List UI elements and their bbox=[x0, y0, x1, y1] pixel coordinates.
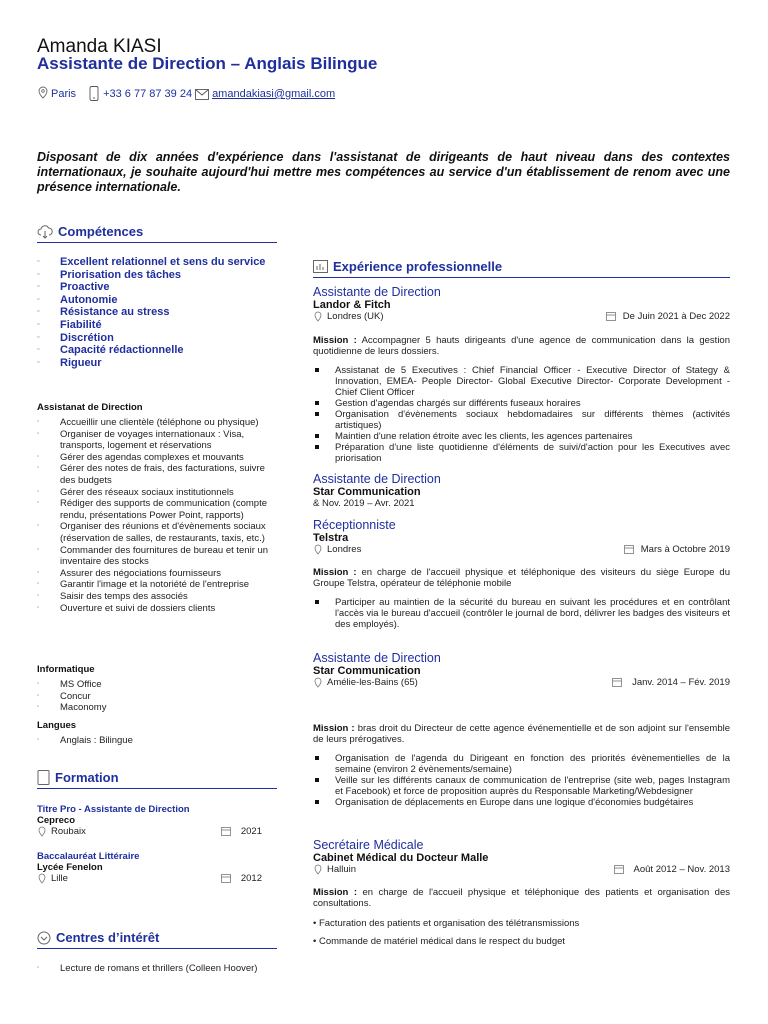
job-entry bbox=[313, 838, 730, 875]
experience-heading-text: Expérience professionnelle bbox=[333, 259, 503, 274]
location-pin-icon bbox=[37, 826, 47, 837]
interets-heading bbox=[37, 930, 277, 949]
location-pin-icon bbox=[313, 677, 323, 688]
job-entry bbox=[313, 285, 730, 322]
list-item: ▫ Rigueur bbox=[37, 357, 277, 370]
assistanat-list bbox=[37, 417, 277, 614]
contact-email-link[interactable]: amandakiasi@gmail.com bbox=[212, 88, 336, 100]
mission-label: Mission : bbox=[313, 887, 357, 898]
job-title: Secrétaire Médicale bbox=[313, 838, 424, 852]
job-mission bbox=[313, 887, 730, 909]
job-dates: & Nov. 2019 – Avr. 2021 bbox=[313, 498, 415, 509]
contact-line bbox=[37, 86, 335, 100]
job-bullets bbox=[313, 597, 730, 630]
location-pin-icon bbox=[37, 873, 47, 884]
mission-label: Mission : bbox=[313, 723, 355, 734]
education-item bbox=[37, 804, 262, 837]
school-name: Lycée Fenelon bbox=[37, 862, 103, 873]
list-item: Préparation d'une liste quotidienne d'éléments de suivi/d'action pour les Executives avec priorisation bbox=[313, 442, 730, 464]
list-item: ▫ Excellent relationnel et sens du service bbox=[37, 256, 277, 269]
calendar-icon bbox=[624, 545, 634, 554]
list-item: Assistanat de 5 Executives : Chief Financial Officer - Executive Director of Stategy & Innovation, EMEA- People Director- Global Executive Director- Corporate Development - Chief Client Officer bbox=[313, 365, 730, 398]
mission-label: Mission : bbox=[313, 335, 357, 346]
school-city: Roubaix bbox=[51, 826, 86, 837]
location-pin-icon bbox=[313, 864, 323, 875]
job-title: Assistante de Direction bbox=[313, 472, 441, 486]
location-pin-icon bbox=[37, 86, 48, 100]
list-item: ▫ Résistance au stress bbox=[37, 306, 277, 319]
list-item: ▫ Lecture de romans et thrillers (Colleen Hoover) bbox=[37, 963, 277, 975]
list-item: Organisation de déplacements en Europe dans une logique d'économies budgétaires bbox=[313, 797, 730, 808]
informatique-heading: Informatique bbox=[37, 664, 95, 675]
list-item: ▫ Discrétion bbox=[37, 332, 277, 345]
list-item: Organisation d'évènements sociaux hebdomadaires sur différents thèmes (activités artistiques) bbox=[313, 409, 730, 431]
list-item: ▫ Assurer des négociations fournisseurs bbox=[37, 568, 277, 580]
company-name: Telstra bbox=[313, 532, 349, 544]
job-dates: Mars à Octobre 2019 bbox=[640, 544, 730, 555]
location-pin-icon bbox=[313, 544, 323, 555]
list-item: Gestion d'agendas chargés sur différents fuseaux horaires bbox=[313, 398, 730, 409]
list-item: ▫ Gérer des réseaux sociaux institutionnels bbox=[37, 487, 277, 499]
list-item: ▫ Rédiger des supports de communication (compte rendu, présentations Power Point, rapports) bbox=[37, 498, 277, 521]
contact-phone: +33 6 77 87 39 24 bbox=[103, 88, 193, 100]
list-item: ▫ Maconomy bbox=[37, 702, 277, 714]
job-bullets bbox=[313, 753, 730, 808]
mission-text: en charge de l'accueil physique et téléphonique des visiteurs du siège Europe du Groupe Telstra, opérateur de téléphonie mobile bbox=[313, 567, 730, 589]
mission-text: bras droit du Directeur de cette agence événementielle et de son adjoint sur l'ensemble de leurs prérogatives. bbox=[313, 723, 731, 745]
envelope-icon bbox=[195, 89, 209, 100]
job-title: Réceptionniste bbox=[313, 518, 396, 532]
job-entry bbox=[313, 518, 730, 555]
education-item bbox=[37, 851, 262, 884]
job-city: Londres (UK) bbox=[327, 311, 384, 322]
company-name: Cabinet Médical du Docteur Malle bbox=[313, 852, 489, 864]
job-title: Assistante de Direction bbox=[313, 285, 441, 299]
list-item: ▫ Gérer des agendas complexes et mouvants bbox=[37, 452, 277, 464]
location-pin-icon bbox=[313, 311, 323, 322]
job-mission bbox=[313, 567, 730, 589]
candidate-name: Amanda KIASI bbox=[37, 36, 162, 57]
school-city: Lille bbox=[51, 873, 68, 884]
list-item: ▫ Garantir l'image et la notoriété de l'entreprise bbox=[37, 579, 277, 591]
chart-icon bbox=[313, 260, 328, 273]
list-item: ▫ Priorisation des tâches bbox=[37, 269, 277, 282]
list-item: ▫ Accueillir une clientèle (téléphone ou physique) bbox=[37, 417, 277, 429]
mission-text: en charge de l'accueil physique et téléphonique des patients et organisation des consultations. bbox=[313, 887, 730, 909]
company-name: Star Communication bbox=[313, 665, 421, 677]
mission-label: Mission : bbox=[313, 567, 357, 578]
job-title: Assistante de Direction bbox=[313, 651, 441, 665]
informatique-list bbox=[37, 679, 277, 714]
list-item: Maintien d'une relation étroite avec les clients, les agences partenaires bbox=[313, 431, 730, 442]
list-item: ▫ Commander des fournitures de bureau et tenir un inventaire des stocks bbox=[37, 545, 277, 568]
company-name: Landor & Fitch bbox=[313, 299, 391, 311]
list-item: Veille sur les différents canaux de communication de l'entreprise (site web, pages Instagram et Facebook) et force de proposition auprès du Responsable Marketing/Webdesigner bbox=[313, 775, 730, 797]
job-city: Amélie-les-Bains (65) bbox=[327, 677, 418, 688]
degree-title: Baccalauréat Littéraire bbox=[37, 851, 140, 862]
interets-heading-text: Centres d’intérêt bbox=[56, 930, 160, 945]
interets-list bbox=[37, 963, 277, 975]
assistanat-heading: Assistanat de Direction bbox=[37, 402, 143, 413]
job-mission bbox=[313, 723, 730, 745]
langues-list bbox=[37, 735, 277, 747]
calendar-icon bbox=[221, 874, 231, 883]
job-dates: Août 2012 – Nov. 2013 bbox=[633, 864, 730, 875]
job-city: Halluin bbox=[327, 864, 357, 875]
calendar-icon bbox=[614, 865, 624, 874]
school-name: Cepreco bbox=[37, 815, 76, 826]
job-city: Londres bbox=[327, 544, 362, 555]
competences-heading bbox=[37, 224, 277, 243]
formation-heading bbox=[37, 770, 277, 789]
competences-heading-text: Compétences bbox=[58, 224, 144, 239]
document-icon bbox=[37, 770, 50, 785]
list-item: ▫ Autonomie bbox=[37, 294, 277, 307]
list-item: ▫ Organiser des réunions et d'évènements sociaux (réservation de salles, de restaurants, taxis, etc.) bbox=[37, 521, 277, 544]
list-item: ▫ Fiabilité bbox=[37, 319, 277, 332]
degree-title: Titre Pro - Assistante de Direction bbox=[37, 804, 190, 815]
job-dates: Janv. 2014 – Fév. 2019 bbox=[632, 677, 730, 688]
phone-icon bbox=[89, 86, 100, 100]
degree-year: 2021 bbox=[240, 826, 262, 837]
job-title: Assistante de Direction – Anglais Bilingue bbox=[37, 54, 378, 73]
list-item: Participer au maintien de la sécurité du bureau en suivant les procédures et en contrôlant l'accès via le bureau d'accueil (contrôler le journal de bord, délivrer les badges des visiteurs et des employés). bbox=[313, 597, 730, 630]
cloud-icon bbox=[37, 225, 53, 239]
job-dates: De Juin 2021 à Dec 2022 bbox=[622, 311, 730, 322]
formation-heading-text: Formation bbox=[55, 770, 119, 785]
calendar-icon bbox=[612, 678, 622, 687]
job-entry bbox=[313, 472, 730, 509]
list-item: ▫ Gérer des notes de frais, des facturations, suivre des budgets bbox=[37, 463, 277, 486]
job-line: • Facturation des patients et organisation des télétransmissions bbox=[313, 918, 580, 929]
list-item: Organisation de l'agenda du Dirigeant en fonction des priorités évènementielles de la semaine (environ 2 évènements/semaine) bbox=[313, 753, 730, 775]
mission-text: Accompagner 5 hauts dirigeants d'une agence de communication dans la gestion quotidienne de leurs dossiers. bbox=[313, 335, 730, 357]
list-item: ▫ Ouverture et suivi de dossiers clients bbox=[37, 603, 277, 615]
list-item: ▫ Concur bbox=[37, 691, 277, 703]
job-line: • Commande de matériel médical dans le respect du budget bbox=[313, 936, 566, 947]
job-entry bbox=[313, 651, 730, 688]
contact-city: Paris bbox=[51, 88, 77, 100]
list-item: ▫ Capacité rédactionnelle bbox=[37, 344, 277, 357]
list-item: ▫ Saisir des temps des associés bbox=[37, 591, 277, 603]
list-item: ▫ Organiser de voyages internationaux : Visa, transports, logement et réservations bbox=[37, 429, 277, 452]
experience-heading bbox=[313, 259, 730, 278]
calendar-icon bbox=[221, 827, 231, 836]
job-mission bbox=[313, 335, 730, 357]
job-bullets bbox=[313, 365, 730, 464]
skills-list bbox=[37, 256, 277, 369]
calendar-icon bbox=[606, 312, 616, 321]
list-item: ▫ Anglais : Bilingue bbox=[37, 735, 277, 747]
company-name: Star Communication bbox=[313, 486, 421, 498]
langues-heading: Langues bbox=[37, 720, 77, 731]
degree-year: 2012 bbox=[240, 873, 262, 884]
list-item: ▫ Proactive bbox=[37, 281, 277, 294]
chevron-circle-icon bbox=[37, 931, 51, 945]
profile-summary: Disposant de dix années d'expérience dans l'assistanat de dirigeants de haut niveau dans des contextes internationaux, je souhaite aujourd'hui mettre mes compétences au service d'un établissement de renom avec une présence internationale. bbox=[37, 150, 730, 194]
list-item: ▫ MS Office bbox=[37, 679, 277, 691]
